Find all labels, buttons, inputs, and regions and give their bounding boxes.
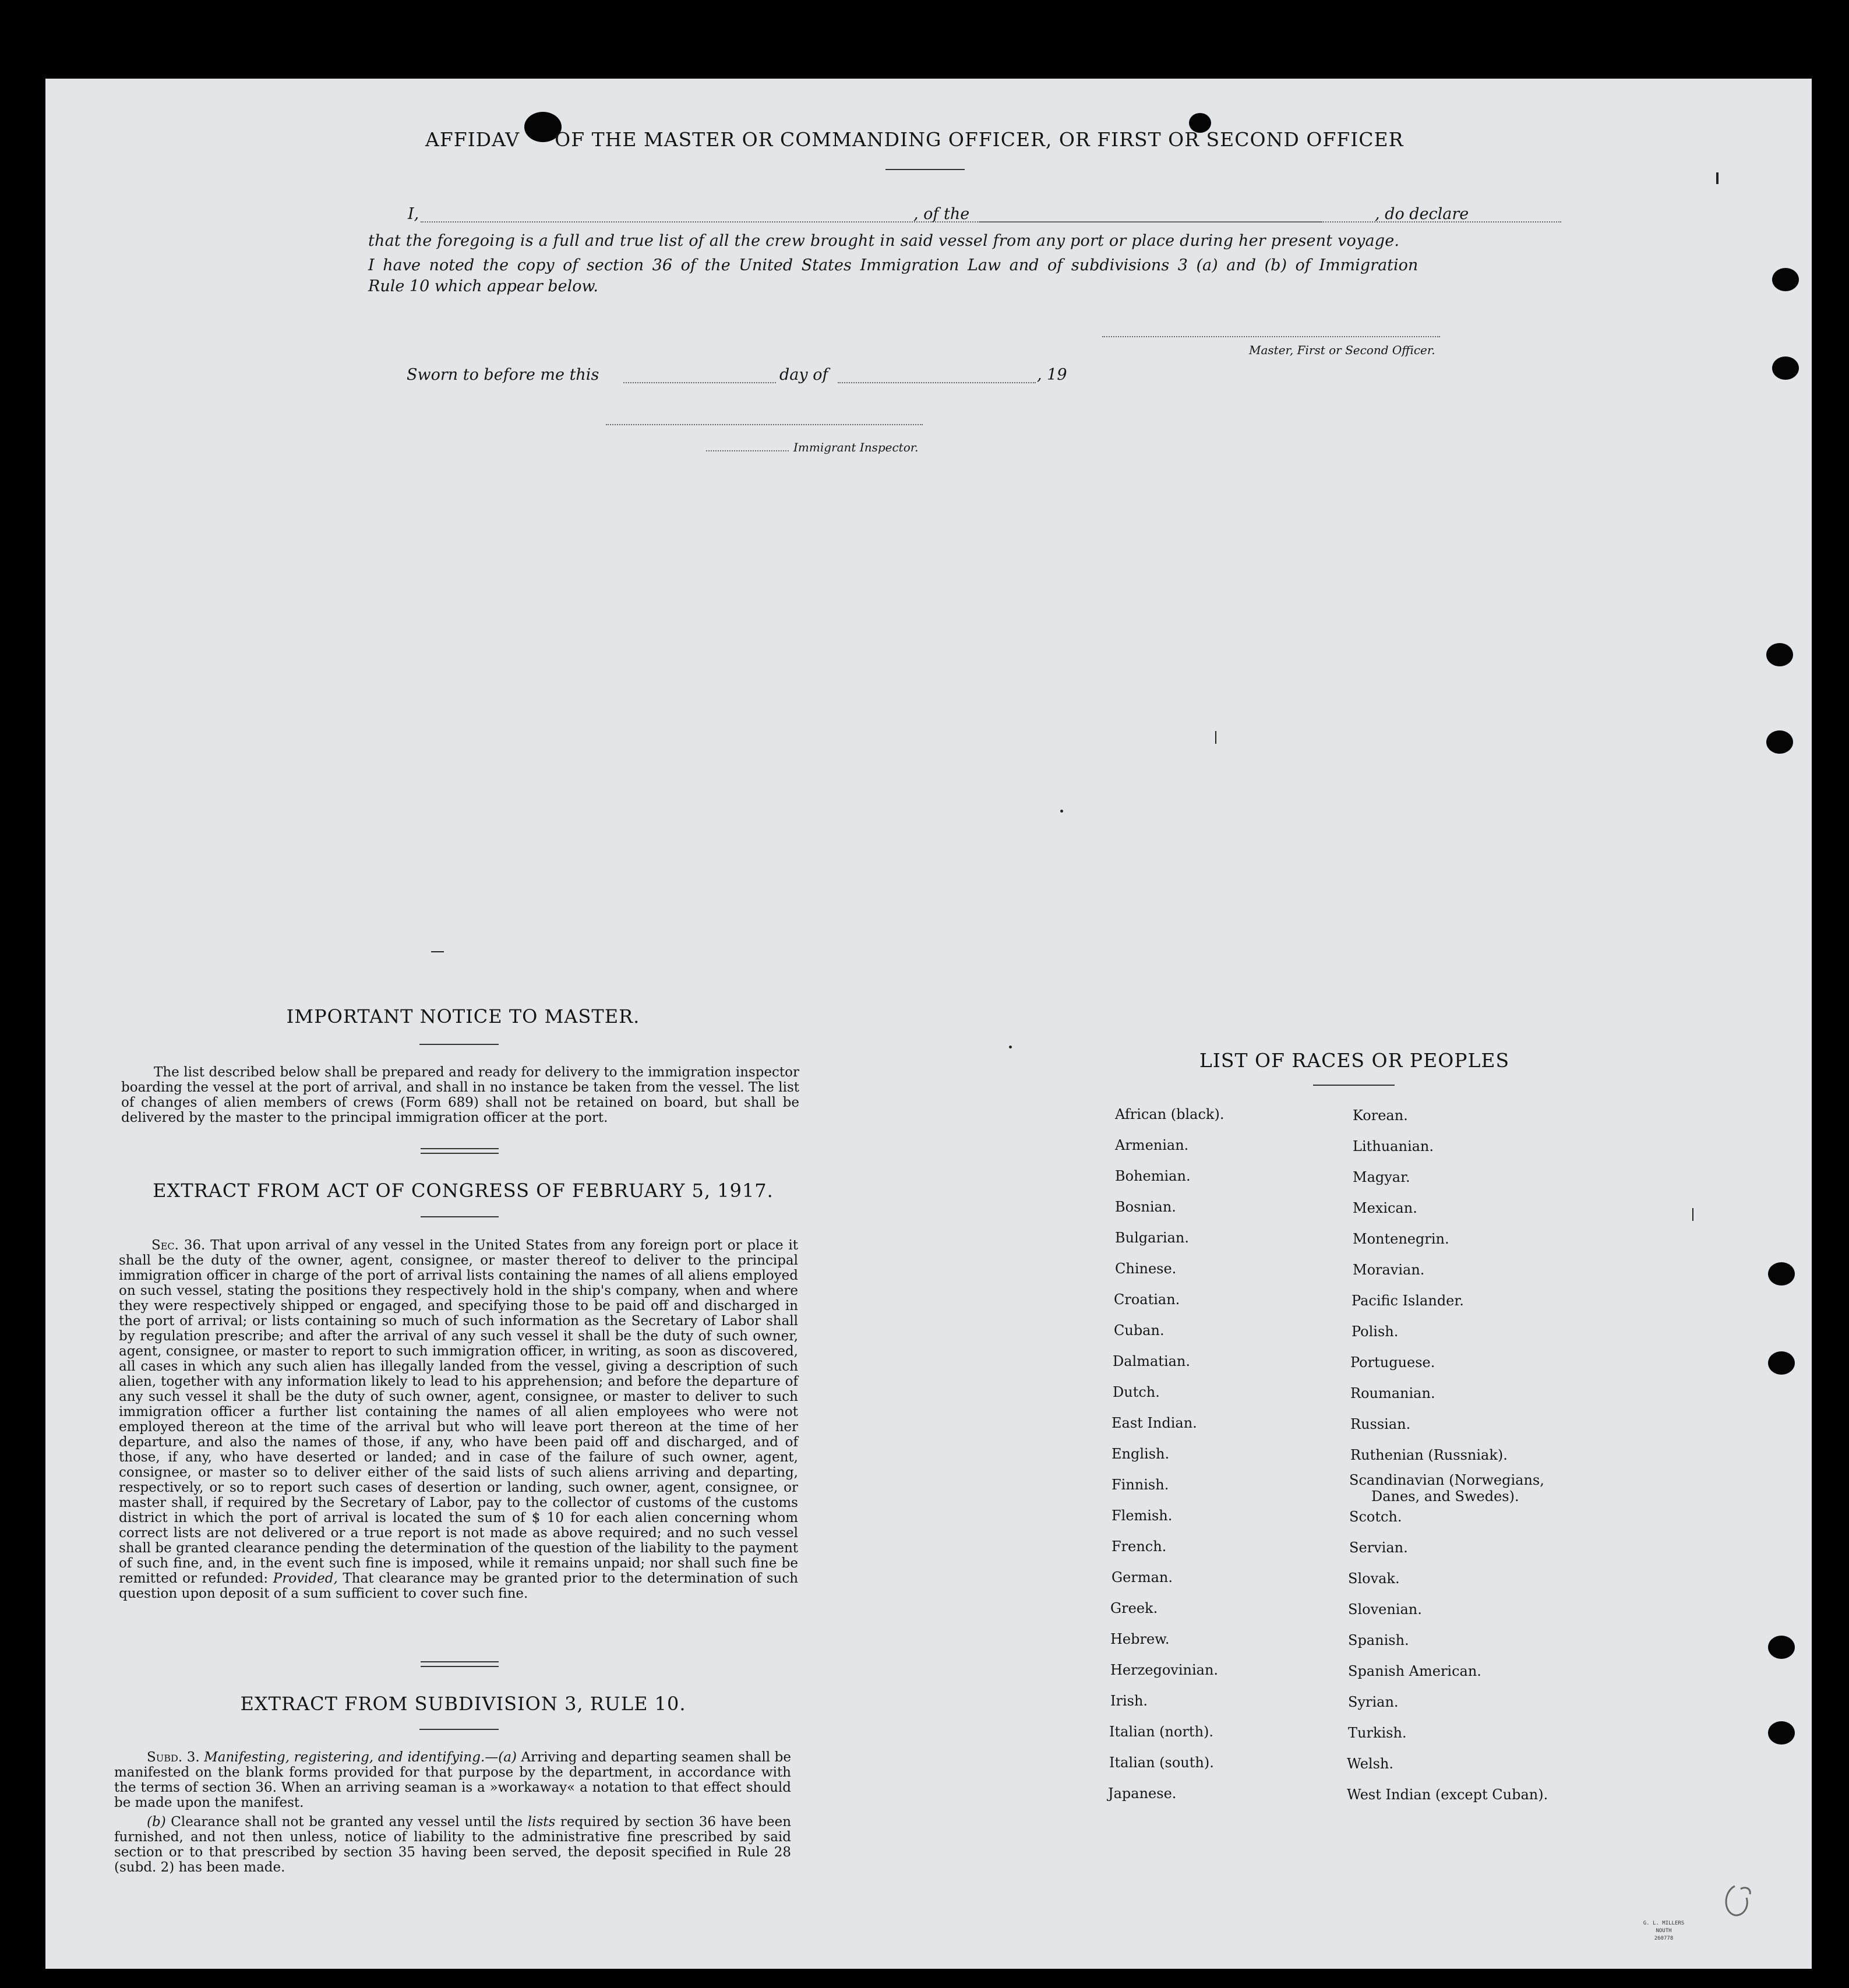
act-underline: [421, 1216, 499, 1217]
sworn-month-field[interactable]: [838, 382, 1036, 383]
stray-mark: [1692, 1208, 1693, 1221]
sworn-line: [407, 366, 1106, 387]
race-item: Japanese.: [1108, 1785, 1177, 1802]
stray-mark: [1716, 172, 1719, 184]
rule-subd-a: [114, 1750, 791, 1810]
race-item: Roumanian.: [1350, 1385, 1435, 1401]
race-item: Bulgarian.: [1115, 1230, 1189, 1246]
act-section-label: Sec. 36.: [151, 1238, 206, 1253]
race-item: Italian (north).: [1109, 1724, 1214, 1740]
race-item: Spanish American.: [1348, 1663, 1481, 1679]
sworn-day-field[interactable]: [623, 382, 776, 383]
race-item: Korean.: [1353, 1107, 1408, 1124]
race-item: Mexican.: [1353, 1200, 1417, 1216]
declaration-line-2: that the foregoing is a full and true list of all the crew brought in said vessel from any port or place during her present voyage.: [368, 232, 1400, 250]
punch-hole: [1768, 1262, 1795, 1286]
rule-underline: [419, 1729, 499, 1730]
race-item: Welsh.: [1347, 1756, 1393, 1772]
race-item: French.: [1111, 1538, 1167, 1555]
punch-hole: [1772, 356, 1799, 380]
race-item: Syrian.: [1348, 1694, 1399, 1710]
race-item: Magyar.: [1353, 1169, 1410, 1185]
year-text: , 19: [1037, 366, 1067, 384]
vessel-name-field[interactable]: [979, 221, 1561, 223]
race-item: Servian.: [1349, 1539, 1408, 1556]
race-item: East Indian.: [1111, 1415, 1197, 1431]
punch-hole: [1766, 643, 1793, 666]
subd-a-label: —(a): [485, 1750, 517, 1765]
inspector-prefix-field[interactable]: [706, 450, 789, 451]
race-item: Slovak.: [1348, 1570, 1400, 1587]
printer-imprint: [1635, 1920, 1693, 1943]
inspector-signature-field[interactable]: [606, 424, 923, 425]
subd-b-text-1: Clearance shall not be granted any vessel until the: [171, 1814, 523, 1830]
declarant-prefix: I,: [408, 205, 419, 223]
race-item: Scotch.: [1349, 1509, 1402, 1525]
race-item: Polish.: [1352, 1323, 1399, 1340]
stray-mark: [1215, 731, 1216, 744]
subd-b-text-2: required by section 36 have been furnished, and not then unless, notice of liability to the administrative fine prescribed by said section or to that prescribed by section 35 having been served, the deposit specified in Rule 28 (subd. 2) has been made.: [114, 1814, 792, 1875]
race-item: English.: [1111, 1446, 1170, 1462]
notice-title: IMPORTANT NOTICE TO MASTER.: [286, 1005, 640, 1027]
race-item: Dutch.: [1113, 1384, 1160, 1400]
race-item: Turkish.: [1348, 1725, 1407, 1741]
double-rule: [421, 1666, 499, 1667]
race-item: Danes, and Swedes).: [1371, 1488, 1519, 1505]
race-item: Portuguese.: [1350, 1354, 1435, 1371]
subd-a-text: Arriving and departing seamen shall be manifested on the blank forms provided for that purpose by the department, in accordance with the terms of section 36. When an arriving seaman is a »workaway« a notation to that effect should be made upon the manifest.: [114, 1750, 792, 1810]
printer-line-2: 260778: [1654, 1936, 1674, 1941]
day-of-text: day of: [779, 366, 828, 384]
race-item: Finnish.: [1111, 1477, 1169, 1493]
races-title: LIST OF RACES OR PEOPLES: [1199, 1049, 1510, 1072]
master-caption: Master, First or Second Officer.: [1249, 343, 1435, 357]
race-item: German.: [1111, 1569, 1173, 1586]
race-item: Russian.: [1350, 1416, 1411, 1432]
handwritten-mark: [1717, 1880, 1758, 1921]
race-item: African (black).: [1115, 1106, 1225, 1122]
rule-title: EXTRACT FROM SUBDIVISION 3, RULE 10.: [240, 1693, 686, 1715]
race-item: Flemish.: [1111, 1507, 1173, 1524]
punch-hole: [1768, 1351, 1795, 1375]
stray-mark: [431, 951, 444, 952]
race-item: Cuban.: [1114, 1322, 1165, 1339]
inspector-caption: Immigrant Inspector.: [793, 440, 919, 454]
punch-hole: [1768, 1721, 1795, 1745]
races-underline: [1313, 1085, 1395, 1086]
race-item: Dalmatian.: [1113, 1353, 1191, 1369]
race-item: Lithuanian.: [1353, 1138, 1434, 1154]
race-item: Armenian.: [1115, 1137, 1189, 1153]
declaration-line-1: [408, 205, 1481, 226]
subd-title: Manifesting, registering, and identifying.: [204, 1750, 485, 1765]
notice-body: The list described below shall be prepared and ready for delivery to the immigration inspector boarding the vessel at the port of arrival, and shall in no instance be taken from the vessel. The list of changes of alien members of crews (Form 689) shall not be retained on board, but shall be delivered by the master to the principal immigration officer at the port.: [121, 1065, 799, 1125]
punch-hole: [1768, 1636, 1795, 1659]
race-item: Italian (south).: [1109, 1754, 1214, 1771]
race-item: Bohemian.: [1115, 1168, 1191, 1184]
title-underline: [885, 169, 965, 170]
race-item: Chinese.: [1115, 1260, 1177, 1277]
act-body-end: That clearance may be granted prior to the determination of such question upon deposit of a sum sufficient to cover such fine.: [119, 1571, 799, 1601]
affidavit-title: [425, 128, 1439, 151]
race-item: Montenegrin.: [1353, 1231, 1449, 1247]
race-item: Bosnian.: [1115, 1199, 1176, 1215]
act-body: [119, 1238, 798, 1601]
race-item: Herzegovinian.: [1110, 1662, 1219, 1678]
affidavit-title-right: OF THE MASTER OR COMMANDING OFFICER, OR FIRST OR SECOND OFFICER: [555, 128, 1404, 151]
act-body-main: That upon arrival of any vessel in the United States from any foreign port or place it shall be the duty of the owner, agent, consignee, or master thereof to deliver to the principal immigration officer in charge of the port of arrival lists containing the names of all aliens employed on such vessel, stating the positions they respectively hold in the ship's company, when and where they were respectively shipped or engaged, and specifying those to be paid off and discharged in the port of arrival; or lists containing so much of such information as the Secretary of Labor shall by regulation prescribe; and after the arrival of any such vessel it shall be the duty of such owner, agent, consignee, or master to report to such immigration officer, in writing, as soon as discovered, all cases in which any such alien has illegally landed from the vessel, giving a description of such alien, together with any information likely to lead to his apprehension; and before the departure of any such vessel it shall be the duty of such owner, agent, consignee, or master to deliver to such immigration officer a further list containing the names of all alien employees who were not employed thereon at the time of the arrival but who will leave port thereon at the time of her departure, and also the names of those, if any, who have been paid off and discharged, and of those, if any, who have deserted or landed; and in case of the failure of such owner, agent, consignee, or master so to deliver either of the said lists of such aliens arriving and departing, respectively, or so to report such cases of desertion or landing, such owner, agent, consignee, or master shall, if required by the Secretary of Labor, pay to the collector of customs of the customs district in which the port of arrival is located the sum of $ 10 for each alien concerning whom correct lists are not delivered or a true report is not made as above required; and no such vessel shall be granted clearance pending the determination of the question of the liability to the payment of such fine, and, in the event such fine is imposed, while it remains unpaid; nor shall such fine be remitted or refunded:: [119, 1238, 799, 1586]
printer-line-1: G. L. MILLERS NOUTH: [1643, 1920, 1685, 1934]
stray-mark: [1009, 1046, 1012, 1048]
act-title: EXTRACT FROM ACT OF CONGRESS OF FEBRUARY 5, 1917.: [153, 1180, 774, 1202]
double-rule: [421, 1148, 499, 1149]
notice-underline: [419, 1044, 499, 1045]
race-item: Moravian.: [1353, 1262, 1425, 1278]
sworn-text: Sworn to before me this: [407, 366, 599, 384]
race-item: Slovenian.: [1348, 1601, 1422, 1618]
race-item: Spanish.: [1348, 1632, 1409, 1648]
declaration-line-4: Rule 10 which appear below.: [368, 277, 598, 295]
double-rule: [421, 1661, 499, 1662]
rule-subd-b: [114, 1814, 791, 1875]
race-item: Ruthenian (Russniak).: [1350, 1447, 1508, 1463]
double-rule: [421, 1153, 499, 1154]
affidavit-title-left: AFFIDAV: [425, 128, 520, 151]
declaration-line-3: I have noted the copy of section 36 of the United States Immigration Law and of subdivisions 3 (a) and (b) of Immigration: [368, 256, 1418, 274]
act-provided: Provided,: [273, 1571, 338, 1586]
declare-text: , do declare: [1375, 205, 1469, 223]
race-item: West Indian (except Cuban).: [1347, 1786, 1548, 1803]
master-signature-field[interactable]: [1102, 336, 1440, 337]
race-item: Croatian.: [1114, 1291, 1180, 1308]
race-item: Scandinavian (Norwegians,: [1349, 1472, 1544, 1488]
of-the-text: , of the: [913, 205, 970, 223]
punch-hole: [1772, 268, 1799, 291]
race-item: Pacific Islander.: [1352, 1293, 1464, 1309]
race-item: Greek.: [1110, 1600, 1158, 1616]
punch-hole: [1766, 730, 1793, 754]
subd-label: Subd. 3.: [147, 1750, 200, 1765]
subd-b-label: (b): [147, 1814, 166, 1830]
stray-mark: [1060, 810, 1063, 813]
race-item: Irish.: [1110, 1693, 1148, 1709]
race-item: Hebrew.: [1110, 1631, 1170, 1647]
subd-b-lists: lists: [527, 1814, 556, 1830]
